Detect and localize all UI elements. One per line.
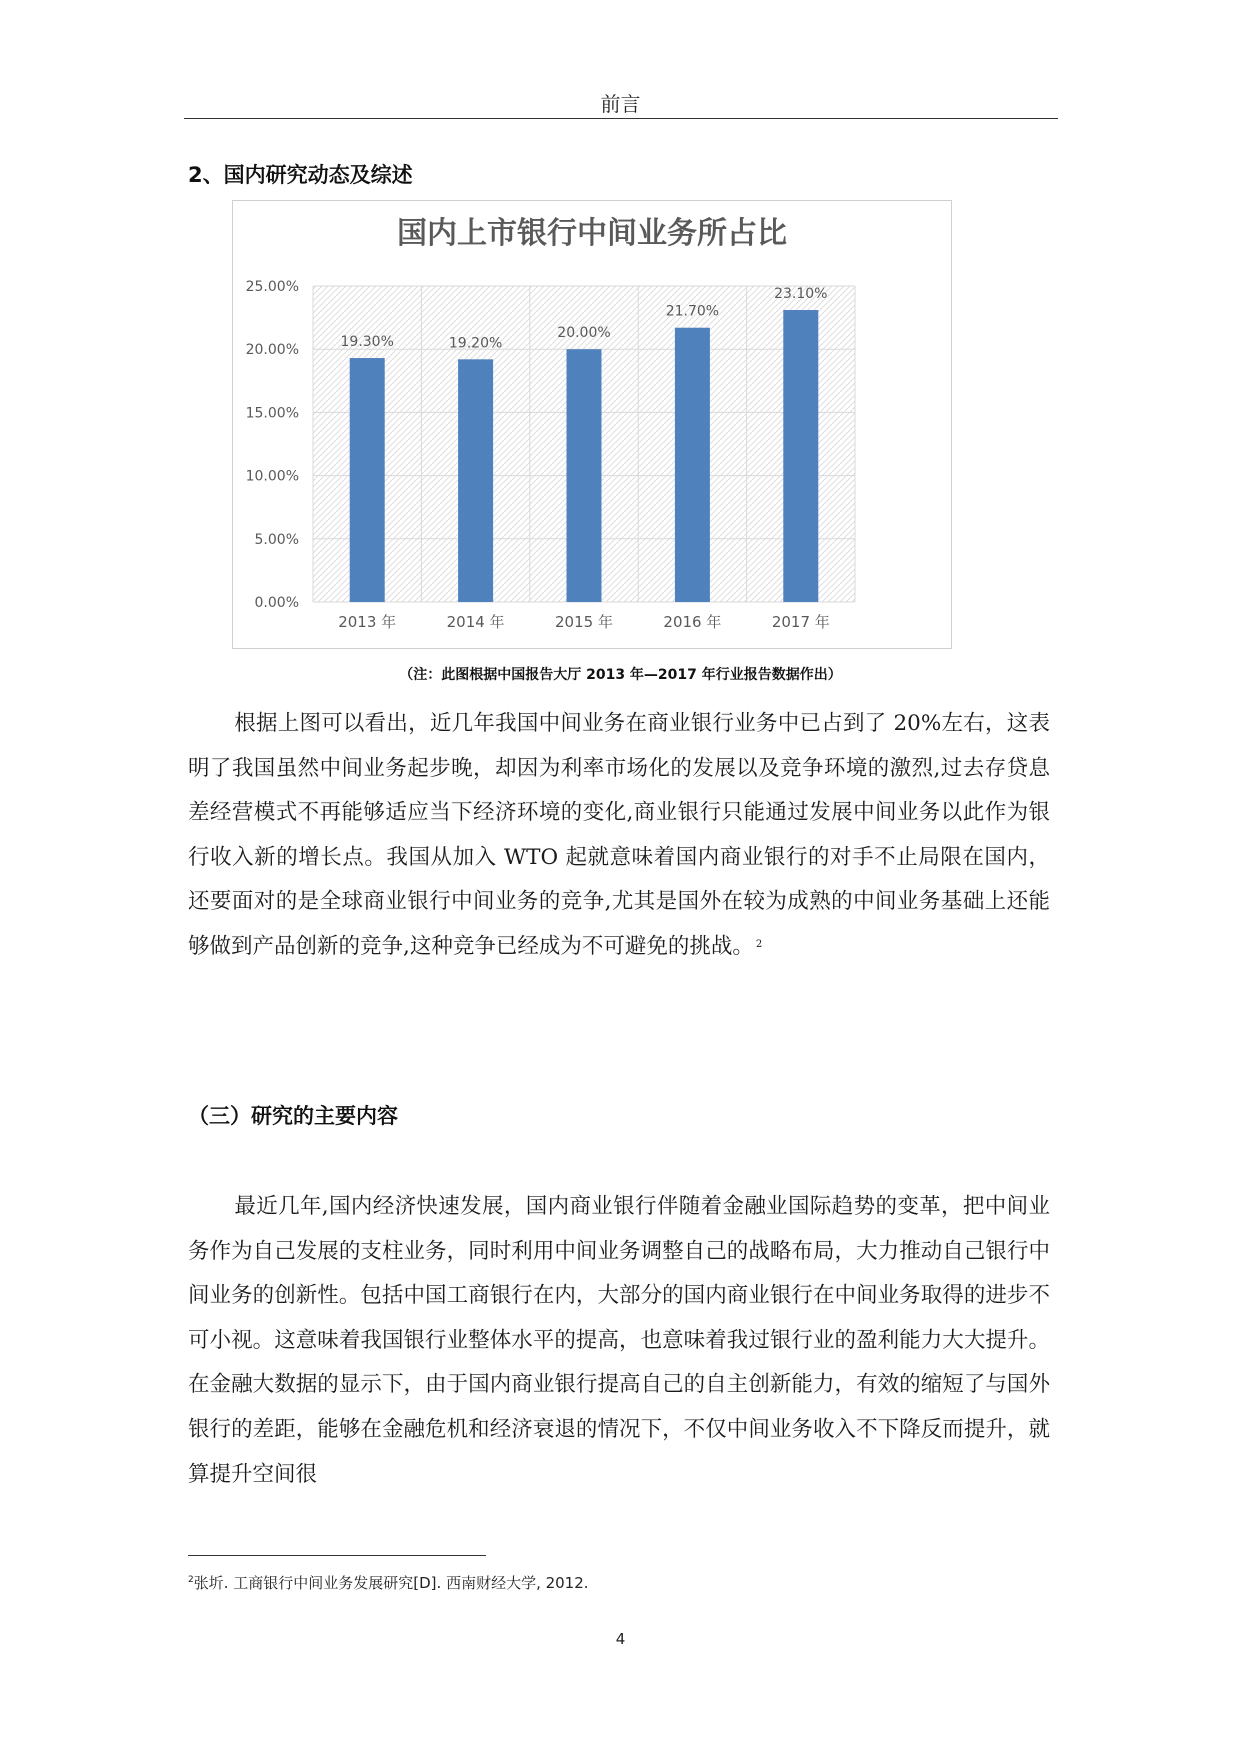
data-label: 19.30% [340,334,394,351]
footnote-text: 张圻. 工商银行中间业务发展研究[D]. 西南财经大学, 2012. [193,1574,589,1592]
chart-caption: （注：此图根据中国报告大厅 2013 年—2017 年行业报告数据作出） [399,667,842,683]
data-label: 19.20% [448,335,503,352]
x-tick-label: 2014 年 [446,613,505,631]
chart-svg [233,201,951,648]
header-rule [184,118,1058,119]
x-tick-label: 2015 年 [555,613,613,631]
paragraph-1 [188,702,1050,970]
footnote-ref: 2 [755,938,763,950]
data-label: 23.10% [774,286,828,303]
y-tick-label: 5.00% [254,531,299,548]
x-tick-label: 2017 年 [771,613,830,631]
data-label: 21.70% [665,303,720,320]
y-tick-label: 25.00% [245,279,299,295]
section-heading-3: （三）研究的主要内容 [188,1104,398,1128]
bar [458,359,493,602]
bar [675,328,710,602]
y-tick-label: 10.00% [245,468,299,485]
y-tick-label: 20.00% [245,342,299,359]
y-tick-label: 15.00% [245,405,299,422]
bar [350,358,385,602]
page-number: 4 [615,1630,626,1648]
footnote [188,1572,589,1593]
x-tick-label: 2016 年 [663,613,722,631]
paragraph-1-text: 根据上图可以看出，近几年我国中间业务在商业银行业务中已占到了 20%左右，这表明了我国虽然中间业务起步晚，却因为利率市场化的发展以及竞争环境的激烈,过去存贷息差经营模式不再能够适应当下经济环境的变化,商业银行只能通过发展中间业务以此作为银行收入新的增长点。我国从加入 WTO 起就意味着国内商业银行的对手不止局限在国内，还要面对的是全球商业银行中间业务的竞争,尤其是国外在较为成熟的中间业务基础上还能够做到产品创新的竞争,这种竞争已经成为不可避免的挑战。 [188,711,1050,959]
bar-chart [232,200,952,649]
bar [783,310,818,602]
footnote-mark: 2 [188,1575,194,1585]
footnote-rule [188,1555,486,1556]
x-tick-label: 2013 年 [338,613,397,631]
section-heading-2: 2、国内研究动态及综述 [188,163,413,187]
bar [567,349,602,602]
y-tick-label: 0.00% [254,595,299,611]
page-header-title: 前言 [600,92,641,116]
paragraph-2 [188,1185,1050,1497]
chart-title: 国内上市银行中间业务所占比 [397,216,787,251]
data-label: 20.00% [557,325,611,342]
paragraph-2-text: 最近几年,国内经济快速发展，国内商业银行伴随着金融业国际趋势的变革，把中间业务作为自己发展的支柱业务，同时利用中间业务调整自己的战略布局，大力推动自己银行中间业务的创新性。包括中国工商银行在内，大部分的国内商业银行在中间业务取得的进步不可小视。这意味着我国银行业整体水平的提高，也意味着我过银行业的盈利能力大大提升。在金融大数据的显示下，由于国内商业银行提高自己的自主创新能力，有效的缩短了与国外银行的差距，能够在金融危机和经济衰退的情况下，不仅中间业务收入不下降反而提升，就算提升空间很 [188,1194,1050,1487]
